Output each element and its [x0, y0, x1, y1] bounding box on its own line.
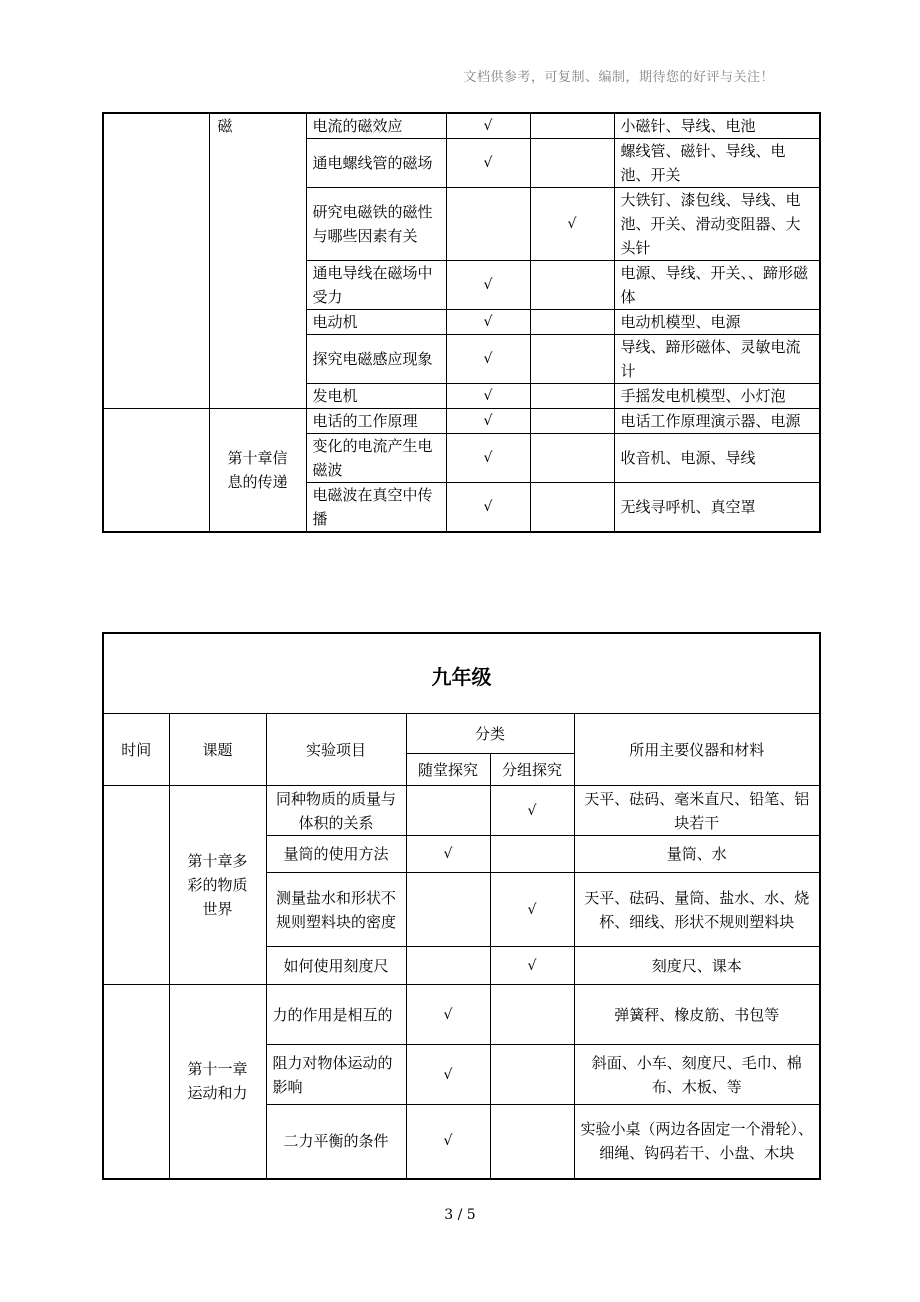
header-time: 时间	[103, 714, 169, 786]
time-cell	[103, 786, 169, 985]
item-cell: 研究电磁铁的磁性与哪些因素有关	[306, 188, 446, 261]
item-cell: 电话的工作原理	[306, 409, 446, 434]
check-b: √	[490, 873, 574, 947]
check-b: √	[490, 786, 574, 836]
materials-cell: 量筒、水	[574, 836, 820, 873]
check-a: √	[446, 335, 530, 384]
item-cell: 探究电磁感应现象	[306, 335, 446, 384]
header-sub-a: 随堂探究	[406, 754, 490, 786]
check-a	[446, 188, 530, 261]
item-cell: 电动机	[306, 310, 446, 335]
chapter-cell: 第十章信息的传递	[209, 409, 306, 533]
check-a: √	[446, 261, 530, 310]
item-cell: 如何使用刻度尺	[266, 947, 406, 985]
check-b	[530, 335, 614, 384]
check-b: √	[490, 947, 574, 985]
header-sub-b: 分组探究	[490, 754, 574, 786]
chapter-cell: 第十一章运动和力	[169, 985, 266, 1179]
header-materials: 所用主要仪器和材料	[574, 714, 820, 786]
table-title: 九年级	[103, 633, 820, 714]
table-continued	[102, 112, 821, 533]
check-a: √	[406, 836, 490, 873]
check-a: √	[446, 409, 530, 434]
table-row	[103, 409, 820, 434]
materials-cell: 电源、导线、开关、、蹄形磁体	[614, 261, 820, 310]
materials-cell: 大铁钉、漆包线、导线、电池、开关、滑动变阻器、大头针	[614, 188, 820, 261]
check-b: √	[530, 188, 614, 261]
table-row	[103, 786, 820, 836]
chapter-cell: 第十章多彩的物质世界	[169, 786, 266, 985]
check-a: √	[406, 985, 490, 1045]
item-cell: 通电导线在磁场中受力	[306, 261, 446, 310]
item-cell: 电磁波在真空中传播	[306, 483, 446, 533]
materials-cell: 天平、砝码、毫米直尺、铅笔、铝块若干	[574, 786, 820, 836]
check-b	[530, 409, 614, 434]
item-cell: 发电机	[306, 384, 446, 409]
check-a: √	[406, 1105, 490, 1179]
materials-cell: 手摇发电机模型、小灯泡	[614, 384, 820, 409]
item-cell: 量筒的使用方法	[266, 836, 406, 873]
header-row	[103, 714, 820, 754]
check-b	[530, 434, 614, 483]
materials-cell: 电话工作原理演示器、电源	[614, 409, 820, 434]
header-item: 实验项目	[266, 714, 406, 786]
materials-cell: 小磁针、导线、电池	[614, 113, 820, 139]
materials-cell: 电动机模型、电源	[614, 310, 820, 335]
item-cell: 变化的电流产生电磁波	[306, 434, 446, 483]
item-cell: 测量盐水和形状不规则塑料块的密度	[266, 873, 406, 947]
table-row	[103, 113, 820, 139]
materials-cell: 导线、蹄形磁体、灵敏电流计	[614, 335, 820, 384]
time-cell	[103, 985, 169, 1179]
header-category: 分类	[406, 714, 574, 754]
check-b	[530, 384, 614, 409]
chapter-cell: 磁	[209, 113, 306, 409]
check-a: √	[446, 384, 530, 409]
materials-cell: 螺线管、磁针、导线、电池、开关	[614, 139, 820, 188]
check-a: √	[446, 310, 530, 335]
check-b	[530, 261, 614, 310]
check-a: √	[446, 434, 530, 483]
title-row	[103, 633, 820, 714]
item-cell: 电流的磁效应	[306, 113, 446, 139]
item-cell: 通电螺线管的磁场	[306, 139, 446, 188]
time-cell	[103, 113, 209, 409]
check-a: √	[406, 1045, 490, 1105]
item-cell: 阻力对物体运动的影响	[266, 1045, 406, 1105]
check-b	[490, 1045, 574, 1105]
check-b	[490, 836, 574, 873]
check-a	[406, 947, 490, 985]
check-a: √	[446, 113, 530, 139]
table-row	[103, 985, 820, 1045]
materials-cell: 无线寻呼机、真空罩	[614, 483, 820, 533]
time-cell	[103, 409, 209, 533]
header-note: 文档供参考，可复制、编制，期待您的好评与关注！	[463, 70, 774, 85]
check-b	[530, 310, 614, 335]
header-topic: 课题	[169, 714, 266, 786]
check-a: √	[446, 483, 530, 533]
item-cell: 同种物质的质量与体积的关系	[266, 786, 406, 836]
item-cell: 力的作用是相互的	[266, 985, 406, 1045]
check-b	[530, 113, 614, 139]
check-a	[406, 873, 490, 947]
table-grade-nine	[102, 632, 821, 1180]
check-b	[490, 985, 574, 1045]
materials-cell: 刻度尺、课本	[574, 947, 820, 985]
materials-cell: 实验小桌（两边各固定一个滑轮）、细绳、钩码若干、小盘、木块	[574, 1105, 820, 1179]
materials-cell: 天平、砝码、量筒、盐水、水、烧杯、细线、形状不规则塑料块	[574, 873, 820, 947]
check-b	[530, 483, 614, 533]
check-a	[406, 786, 490, 836]
check-b	[490, 1105, 574, 1179]
materials-cell: 斜面、小车、刻度尺、毛巾、棉布、木板、等	[574, 1045, 820, 1105]
materials-cell: 收音机、电源、导线	[614, 434, 820, 483]
check-b	[530, 139, 614, 188]
page-number: 3 / 5	[444, 1207, 476, 1223]
item-cell: 二力平衡的条件	[266, 1105, 406, 1179]
check-a: √	[446, 139, 530, 188]
materials-cell: 弹簧秤、橡皮筋、书包等	[574, 985, 820, 1045]
